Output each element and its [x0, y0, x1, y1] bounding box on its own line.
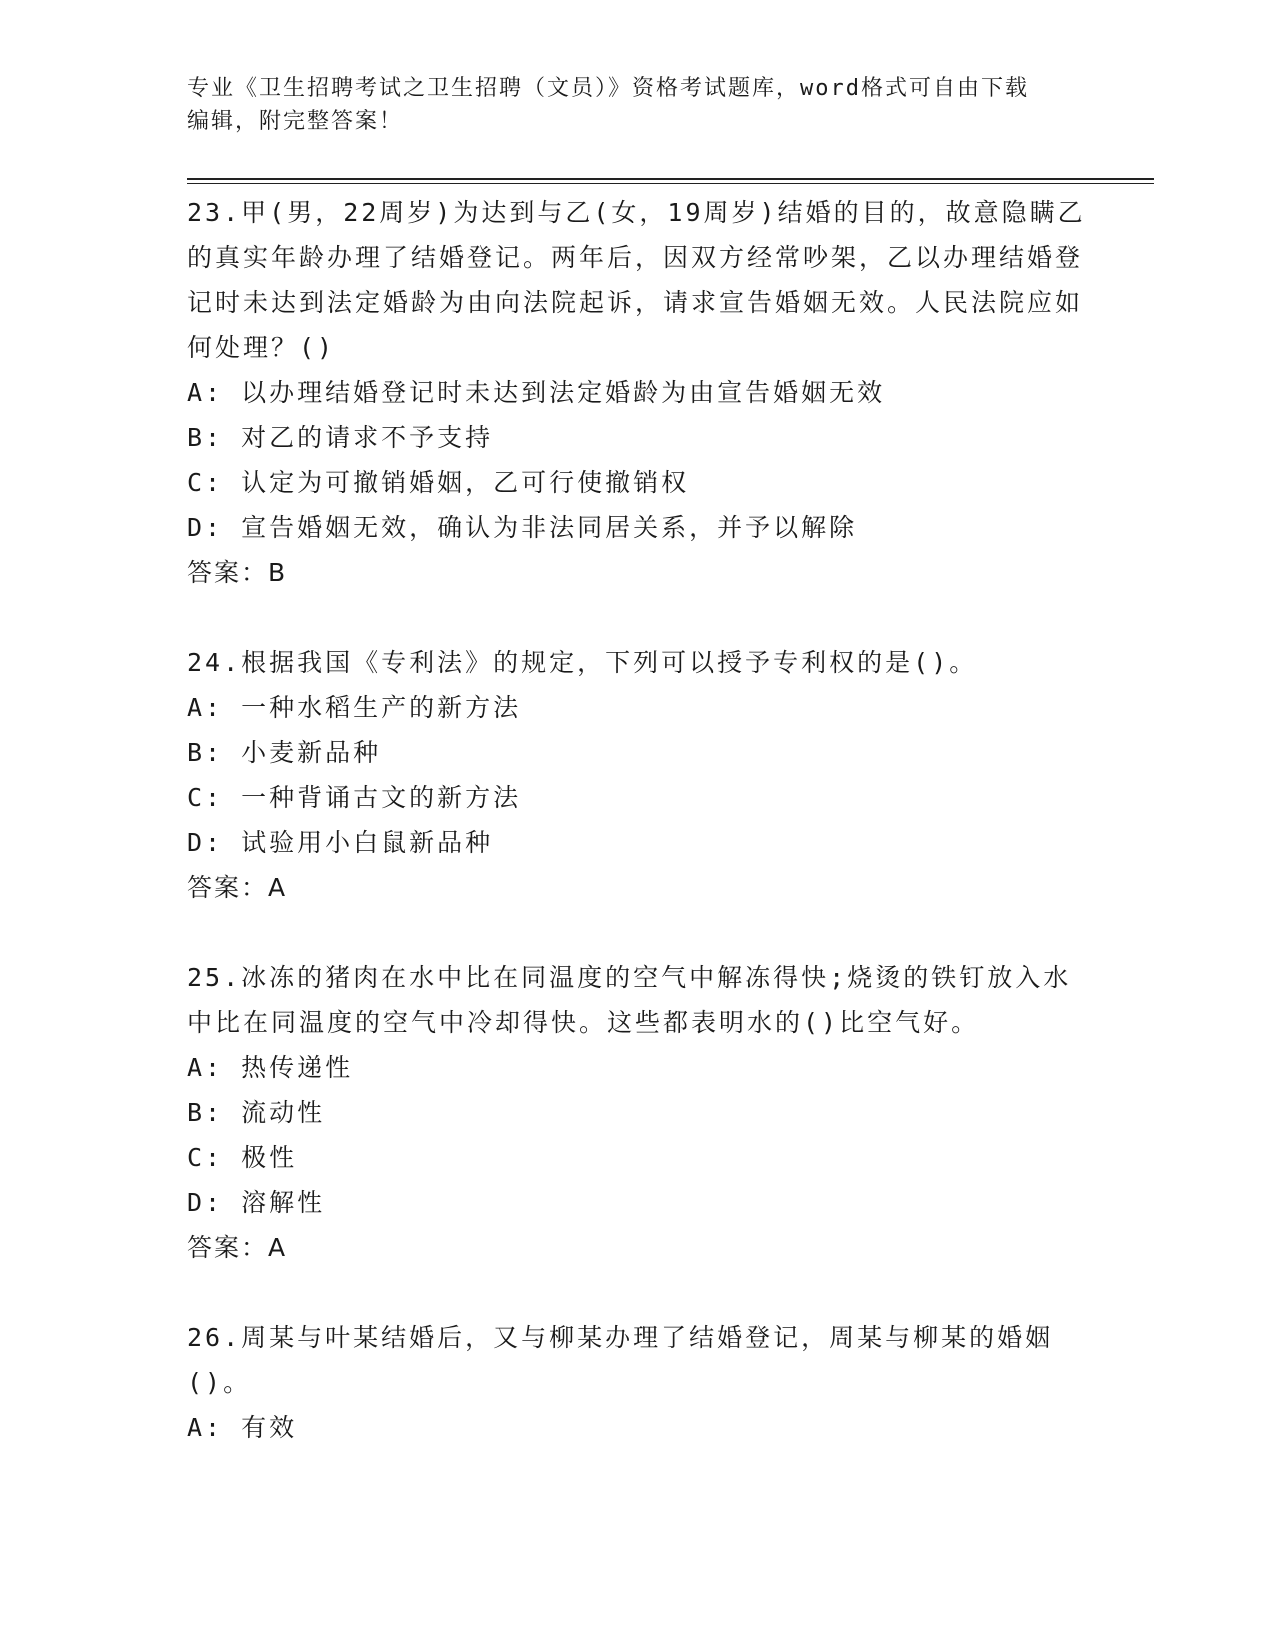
- question-23: [187, 190, 1087, 595]
- question-list: [187, 190, 1087, 1495]
- header-divider: [187, 178, 1154, 184]
- option-a: A: 以办理结婚登记时未达到法定婚龄为由宣告婚姻无效: [187, 378, 886, 407]
- answer: 答案：B: [187, 558, 288, 587]
- question-26: [187, 1315, 1087, 1450]
- question-24: [187, 640, 1087, 910]
- option-b: B: 对乙的请求不予支持: [187, 423, 494, 452]
- question-25: [187, 955, 1087, 1270]
- option-a: A: 热传递性: [187, 1053, 354, 1082]
- question-text: 23.甲(男，22周岁)为达到与乙(女，19周岁)结婚的目的，故意隐瞒乙的真实年龄办理了结婚登记。两年后，因双方经常吵架，乙以办理结婚登记时未达到法定婚龄为由向法院起诉，请求宣告婚姻无效。人民法院应如何处理？(): [187, 198, 1086, 362]
- option-d: D: 试验用小白鼠新品种: [187, 828, 494, 857]
- option-c: C: 一种背诵古文的新方法: [187, 783, 522, 812]
- question-text: 25.冰冻的猪肉在水中比在同温度的空气中解冻得快;烧烫的铁钉放入水中比在同温度的空气中冷却得快。这些都表明水的()比空气好。: [187, 963, 1072, 1037]
- header-line-2: 编辑，附完整答案！: [187, 109, 404, 134]
- header-line-1: 专业《卫生招聘考试之卫生招聘（文员）》资格考试题库，word格式可自由下载: [187, 76, 1029, 101]
- option-a: A: 有效: [187, 1413, 298, 1442]
- option-b: B: 小麦新品种: [187, 738, 382, 767]
- document-header: [187, 72, 1067, 138]
- question-text: 24.根据我国《专利法》的规定，下列可以授予专利权的是()。: [187, 648, 978, 677]
- answer: 答案：A: [187, 1233, 288, 1262]
- option-c: C: 认定为可撤销婚姻，乙可行使撤销权: [187, 468, 690, 497]
- answer: 答案：A: [187, 873, 288, 902]
- option-c: C: 极性: [187, 1143, 298, 1172]
- option-b: B: 流动性: [187, 1098, 326, 1127]
- question-text: 26.周某与叶某结婚后，又与柳某办理了结婚登记，周某与柳某的婚姻()。: [187, 1323, 1054, 1397]
- option-a: A: 一种水稻生产的新方法: [187, 693, 522, 722]
- option-d: D: 宣告婚姻无效，确认为非法同居关系，并予以解除: [187, 513, 858, 542]
- option-d: D: 溶解性: [187, 1188, 326, 1217]
